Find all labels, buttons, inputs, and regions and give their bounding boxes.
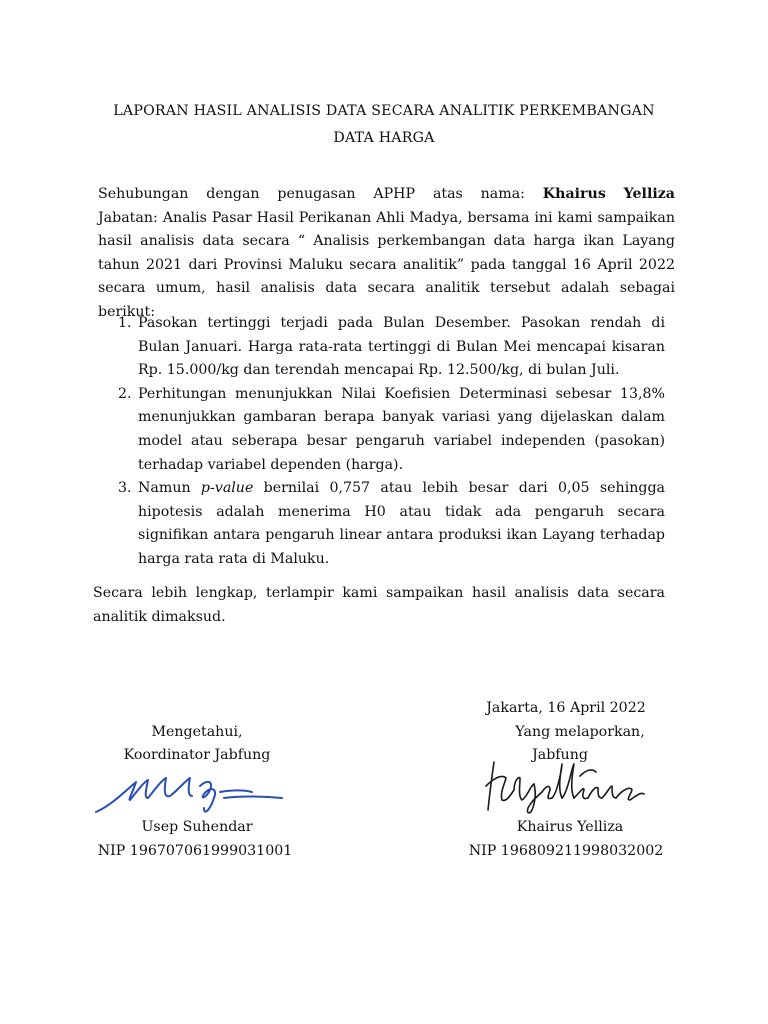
list-item-text: Perhitungan menunjukkan Nilai Koefisien Determinasi sebesar 13,8% menunjukkan gambaran berapa banyak variasi yang dijelaskan dalam model atau seberapa besar pengaruh variabel independen (pasokan) terhadap variabel dependen (harga). [138,385,665,473]
list-item-text: Pasokan tertinggi terjadi pada Bulan Desember. Pasokan rendah di Bulan Januari. Harga rata-rata tertinggi di Bulan Mei mencapai kisaran Rp. 15.000/kg dan terendah mencapai Rp. 12.500/kg, di bulan Juli. [138,315,665,379]
list-number: 2. [118,385,132,402]
approver-label: Mengetahui, [151,724,243,740]
list-item [118,383,665,477]
approver-nip: NIP 196707061999031001 [97,843,293,859]
title-line-1: LAPORAN HASIL ANALISIS DATA SECARA ANALITIK PERKEMBANGAN [113,103,655,119]
reporter-signature [480,756,660,818]
author-first-name: Khairus [542,186,606,202]
intro-first-line [98,183,675,207]
report-title [0,98,768,152]
findings-list [118,312,665,572]
approver-role: Koordinator Jabfung [123,747,271,763]
list-item-text: bernilai 0,757 atau lebih besar dari 0,05 sehingga hipotesis adalah menerima H0 atau tidak ada pengaruh secara signifikan antara pengaruh linear antara produksi ikan Layang terhadap harga rata rata di Maluku. [138,480,665,567]
list-number: 1. [118,315,132,331]
author-last-name: Yelliza [623,186,675,202]
place-date: Jakarta, 16 April 2022 [486,700,646,716]
title-line-2: DATA HARGA [333,130,435,146]
intro-word: atas [432,186,463,202]
approver-signature [92,768,288,820]
reporter-role: Jabfung [532,747,588,763]
intro-word: Sehubungan [98,186,189,202]
reporter-nip: NIP 196809211998032002 [468,843,664,859]
approver-name: Usep Suhendar [141,819,253,835]
list-item [118,312,665,383]
intro-word: penugasan [277,186,356,202]
intro-word: APHP [373,186,416,202]
closing-paragraph: Secara lebih lengkap, terlampir kami sampaikan hasil analisis data secara analitik dimaksud. [93,585,665,625]
intro-body: Jabatan: Analis Pasar Hasil Perikanan Ahli Madya, bersama ini kami sampaikan hasil analisis data secara “ Analisis perkembangan data harga ikan Layang tahun 2021 dari Provinsi Maluku secara analitik” pada tanggal 16 April 2022 secara umum, hasil analisis data secara analitik tersebut adalah sebagai berikut: [98,209,675,320]
list-item-pre: Namun [138,480,201,497]
list-number: 3. [118,480,132,497]
intro-word: nama: [480,186,525,202]
p-value-term: p-value [200,480,254,497]
list-item [118,477,665,571]
reporter-name: Khairus Yelliza [516,819,624,835]
intro-word: dengan [206,186,260,202]
intro-paragraph [98,183,675,324]
reporter-label: Yang melaporkan, [515,724,645,740]
